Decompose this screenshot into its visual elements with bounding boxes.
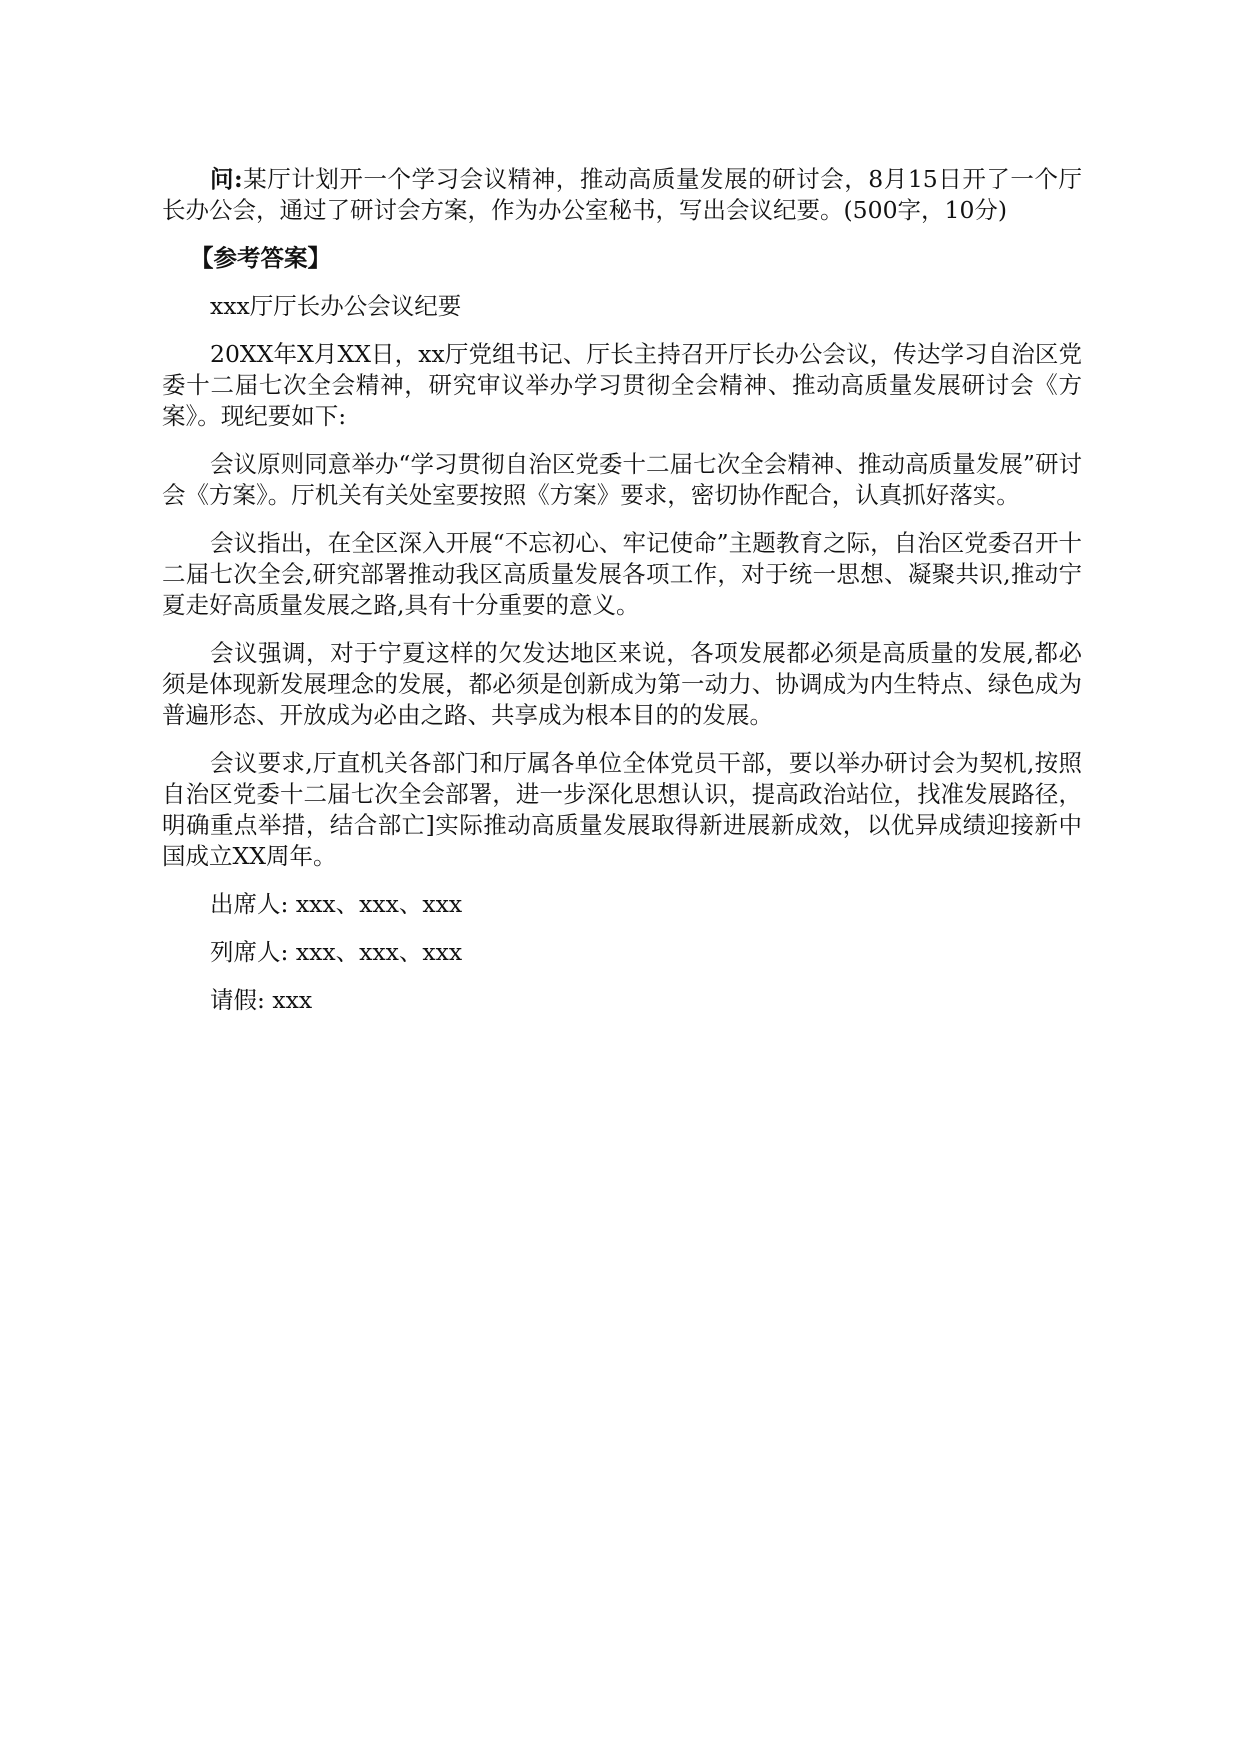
document-page bbox=[162, 164, 1082, 1033]
document-title: xxx厅厅长办公会议纪要 bbox=[210, 292, 462, 320]
attendees-line: 出席人: xxx、xxx、xxx bbox=[210, 890, 463, 918]
leave-line: 请假: xxx bbox=[210, 986, 313, 1014]
body-paragraph-1: 20XX年X月XX日，xx厅党组书记、厅长主持召开厅长办公会议，传达学习自治区党委十二届七次全会精神，研究审议举办学习贯彻全会精神、推动高质量发展研讨会《方案》。现纪要如下: bbox=[162, 340, 1082, 430]
body-paragraph-5: 会议要求,厅直机关各部门和厅属各单位全体党员干部，要以举办研讨会为契机,按照自治区党委十二届七次全会部署，进一步深化思想认识，提高政治站位，找准发展路径，明确重点举措，结合部亡]实际推动高质量发展取得新进展新成效，以优异成绩迎接新中国成立XX周年。 bbox=[162, 749, 1082, 870]
answer-heading: 【参考答案】 bbox=[190, 244, 331, 272]
question-label: 问: bbox=[210, 165, 243, 193]
question-paragraph bbox=[162, 164, 1082, 226]
body-paragraph-4: 会议强调，对于宁夏这样的欠发达地区来说，各项发展都必须是高质量的发展,都必须是体现新发展理念的发展，都必须是创新成为第一动力、协调成为内生特点、绿色成为普遍形态、开放成为必由之路、共享成为根本目的的发展。 bbox=[162, 639, 1082, 729]
question-text: 某厅计划开一个学习会议精神，推动高质量发展的研讨会，8月15日开了一个厅长办公会，通过了研讨会方案，作为办公室秘书，写出会议纪要。(500字，10分) bbox=[162, 165, 1082, 224]
body-paragraph-2: 会议原则同意举办“学习贯彻自治区党委十二届七次全会精神、推动高质量发展”研讨会《方案》。厅机关有关处室要按照《方案》要求，密切协作配合，认真抓好落实。 bbox=[162, 450, 1082, 509]
observers-line: 列席人: xxx、xxx、xxx bbox=[210, 938, 463, 966]
body-paragraph-3: 会议指出，在全区深入开展“不忘初心、牢记使命”主题教育之际，自治区党委召开十二届七次全会,研究部署推动我区高质量发展各项工作，对于统一思想、凝聚共识,推动宁夏走好高质量发展之路,具有十分重要的意义。 bbox=[162, 529, 1082, 619]
